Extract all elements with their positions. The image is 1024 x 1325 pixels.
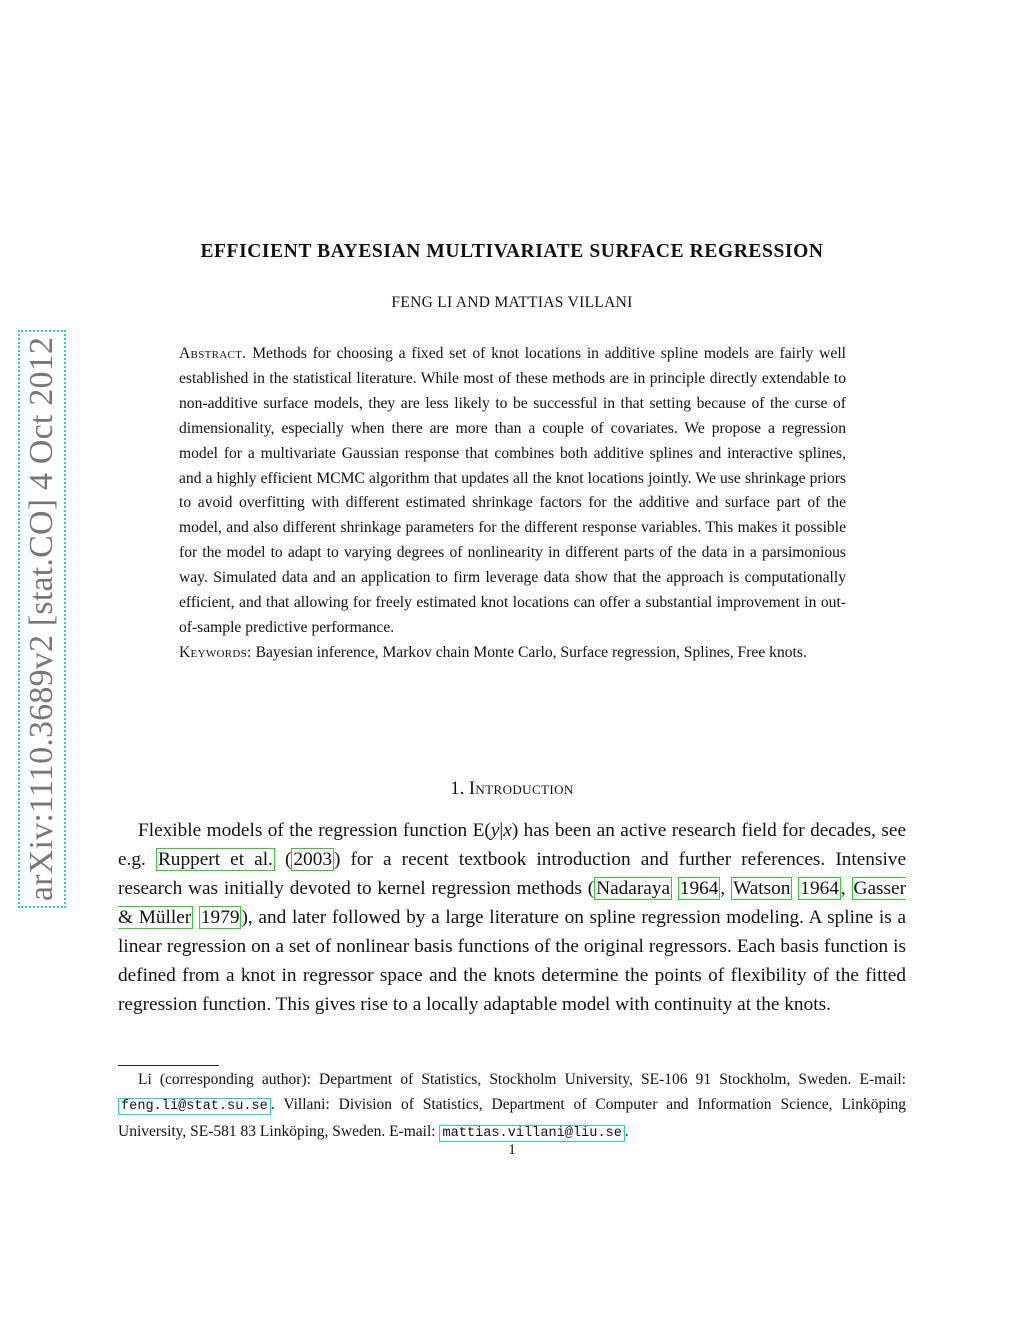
keywords-label: Keywords: — [179, 643, 252, 661]
citation-gasser-muller[interactable]: Gasser & Müller — [118, 878, 906, 928]
abstract-label: Abstract. — [179, 345, 247, 362]
citation-2003[interactable]: 2003 — [293, 849, 332, 870]
citation-ruppert[interactable]: Ruppert et al. — [157, 849, 273, 870]
citation-1979[interactable]: 1979 — [200, 907, 240, 928]
footnote-text: . Villani: Division of Statistics, Department of Computer and Information Science, Linköping University, SE-581 83 Linköping, Sweden. E-mail: — [118, 1096, 906, 1140]
intro-text — [672, 878, 678, 899]
intro-text: , — [720, 878, 732, 899]
keywords-paragraph — [179, 641, 846, 666]
intro-paragraph — [118, 816, 906, 1019]
footnote — [118, 1067, 906, 1146]
paper-title: EFFICIENT BAYESIAN MULTIVARIATE SURFACE REGRESSION — [200, 241, 824, 262]
section-number: 1. — [450, 779, 465, 799]
citation-1964-nadaraya[interactable]: 1964 — [679, 878, 719, 899]
section-title: Introduction — [468, 779, 574, 799]
intro-text: ), and later followed by a large literature on spline regression modeling. A spline is a linear regression on a set of nonlinear basis functions of the original regressors. Each basis function is defined from a knot in regressor space and the knots determine the points of flexibility of the fitted regression function. This gives rise to a locally adaptable model with continuity at the knots. — [118, 907, 907, 1015]
citation-watson[interactable]: Watson — [733, 878, 791, 899]
arxiv-stamp[interactable] — [18, 330, 66, 908]
intro-text: ) has been an active research field for decades, see e.g. — [118, 820, 906, 870]
footnote-text: Li (corresponding author): Department of Statistics, Stockholm University, SE-106 91 Stockholm, Sweden. E-mail: — [138, 1071, 906, 1088]
citation-1964-watson[interactable]: 1964 — [800, 878, 839, 899]
math-x: x — [503, 820, 512, 841]
abstract-paragraph — [179, 342, 846, 641]
intro-text: ) for a recent textbook introduction and further references. Intensive research was initially devoted to kernel regression methods ( — [118, 849, 907, 899]
email-link-li[interactable]: feng.li@stat.su.se — [118, 1098, 271, 1115]
math-bar: | — [499, 820, 504, 841]
footnote-rule — [118, 1065, 219, 1066]
email-link-villani[interactable]: mattias.villani@liu.se — [439, 1125, 624, 1142]
intro-text: ( — [274, 849, 292, 870]
section-heading — [0, 779, 1024, 800]
page-number: 1 — [508, 1142, 516, 1158]
intro-text: , — [840, 878, 852, 899]
paper-authors: FENG LI AND MATTIAS VILLANI — [391, 294, 633, 311]
abstract-text: Methods for choosing a fixed set of knot locations in additive spline models are fairly well established in the statistical literature. While most of these methods are in principle directly extendable to non-additive surface models, they are less likely to be successful in that setting because of the curse of dimensionality, especially when there are more than a couple of covariates. We propose a regression model for a multivariate Gaussian response that combines both additive splines and interactive splines, and a highly efficient MCMC algorithm that updates all the knot locations jointly. We use shrinkage priors to avoid overfitting with different estimated shrinkage factors for the additive and surface part of the model, and also different shrinkage parameters for the different response variables. This makes it possible for the model to adapt to varying degrees of nonlinearity in different parts of the data in a parsimonious way. Simulated data and an application to firm leverage data show that the approach is computationally efficient, and that allowing for freely estimated knot locations can offer a substantial improvement in out-of-sample predictive performance. — [179, 345, 846, 636]
intro-text: Flexible models of the regression function E( — [138, 820, 491, 841]
math-y: y — [490, 820, 500, 841]
abstract — [179, 342, 846, 666]
keywords-text: Bayesian inference, Markov chain Monte Carlo, Surface regression, Splines, Free knots. — [255, 643, 807, 661]
footnote-text: . — [624, 1123, 629, 1140]
citation-nadaraya[interactable]: Nadaraya — [596, 878, 671, 899]
arxiv-identifier: arXiv:1110.3689v2 [stat.CO] 4 Oct 2012 — [23, 336, 60, 902]
